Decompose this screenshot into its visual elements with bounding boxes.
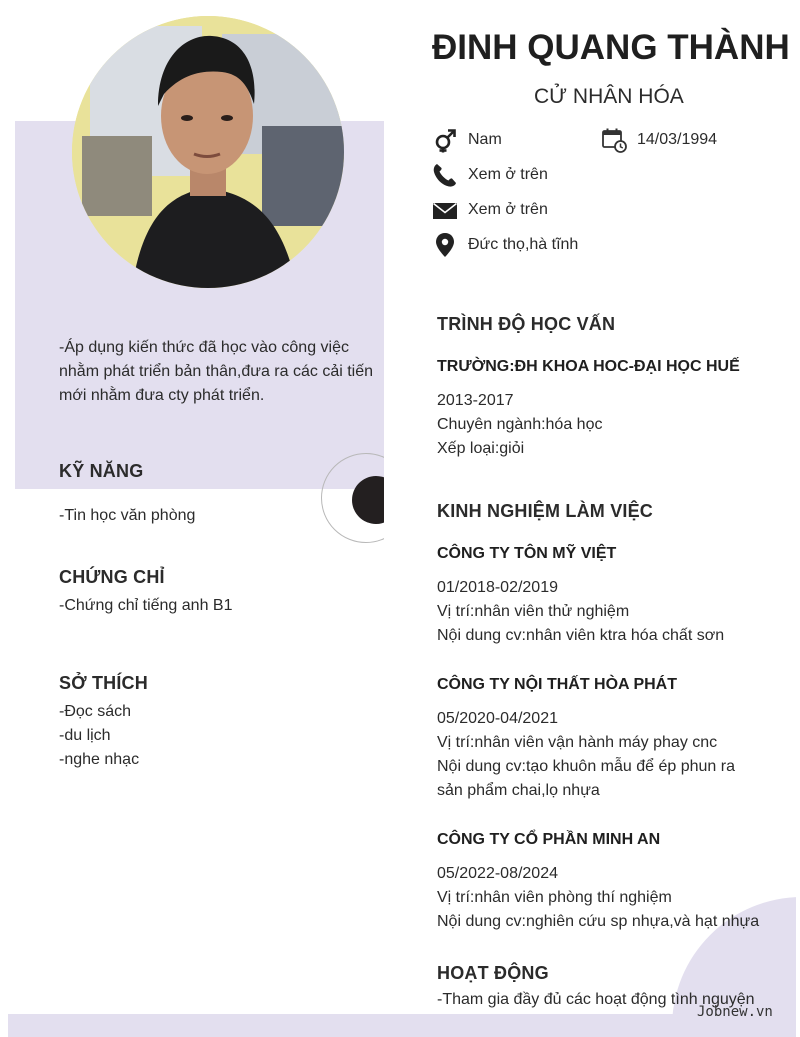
job-company: CÔNG TY NỘI THẤT HÒA PHÁT (437, 676, 677, 693)
email-value: Xem ở trên (468, 201, 548, 218)
activity-item: -Tham gia đầy đủ các hoạt động tình nguyện (437, 991, 755, 1008)
profile-photo (72, 16, 344, 288)
education-grade: Xếp loại:giỏi (437, 440, 525, 457)
education-period: 2013-2017 (437, 392, 514, 409)
job-description: sản phẩm chai,lọ nhựa (437, 782, 600, 799)
gender-value: Nam (468, 131, 502, 148)
phone-value: Xem ở trên (468, 166, 548, 183)
hobby-item: -Đọc sách (59, 703, 132, 720)
hobbies-title: SỞ THÍCH (59, 673, 148, 693)
phone-icon (432, 162, 458, 188)
job-period: 05/2020-04/2021 (437, 710, 558, 727)
footer-bar (8, 1014, 795, 1037)
address-value: Đức thọ,hà tĩnh (468, 236, 579, 253)
hobby-item: -du lịch (59, 727, 111, 744)
job-title: CỬ NHÂN HÓA (534, 85, 684, 108)
job-company: CÔNG TY TÔN MỸ VIỆT (437, 545, 617, 562)
gender-icon (432, 127, 458, 153)
job-position: Vị trí:nhân viên thử nghiệm (437, 603, 630, 620)
skills-title: KỸ NĂNG (59, 461, 144, 481)
location-pin-icon (432, 232, 458, 258)
education-school: TRƯỜNG:ĐH KHOA HOC-ĐẠI HỌC HUẾ (437, 358, 740, 375)
profile-photo-illustration (72, 16, 344, 288)
birth-date-value: 14/03/1994 (637, 131, 718, 148)
job-position: Vị trí:nhân viên vận hành máy phay cnc (437, 734, 718, 751)
certificates-title: CHỨNG CHỈ (59, 567, 165, 587)
job-description: Nội dung cv:tạo khuôn mẫu để ép phun ra (437, 758, 735, 775)
job-period: 05/2022-08/2024 (437, 865, 558, 882)
calendar-icon (601, 127, 627, 153)
job-position: Vị trí:nhân viên phòng thí nghiệm (437, 889, 672, 906)
education-major: Chuyên ngành:hóa học (437, 416, 603, 433)
job-description: Nội dung cv:nhân viên ktra hóa chất sơn (437, 627, 725, 644)
activities-title: HOẠT ĐỘNG (437, 963, 549, 983)
skill-item: -Tin học văn phòng (59, 507, 196, 524)
hobby-item: -nghe nhạc (59, 751, 140, 768)
job-period: 01/2018-02/2019 (437, 579, 558, 596)
certificate-item: -Chứng chỉ tiếng anh B1 (59, 597, 233, 614)
job-company: CÔNG TY CỔ PHẦN MINH AN (437, 831, 661, 848)
candidate-name: ĐINH QUANG THÀNH (432, 28, 790, 67)
watermark: Jobnew.vn (697, 1004, 773, 1020)
email-icon (432, 198, 458, 224)
experience-title: KINH NGHIỆM LÀM VIỆC (437, 501, 654, 521)
job-description: Nội dung cv:nghiên cứu sp nhựa,và hạt nhựa (437, 913, 760, 930)
career-objective: -Áp dụng kiến thức đã học vào công việc nhằm phát triển bản thân,đưa ra các cải tiến mới nhằm đưa cty phát triển. (59, 339, 374, 404)
education-title: TRÌNH ĐỘ HỌC VẤN (437, 314, 616, 334)
